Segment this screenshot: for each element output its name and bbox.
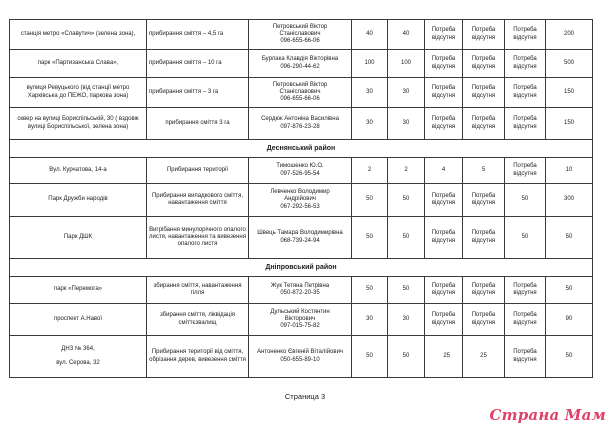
value-cell: 50: [352, 336, 388, 378]
value-cell: 5: [463, 158, 505, 184]
value-cell: 30: [388, 304, 425, 336]
volunteer-table: [9, 19, 593, 378]
table-row: [10, 158, 593, 184]
contact-cell: Антоненко Євгеній Віталійович 050-655-89-10: [249, 336, 352, 378]
value-cell: 10: [546, 158, 593, 184]
location-cell: парк «Партизанська Слава»,: [10, 50, 147, 78]
work-cell: Прибирання випадкового сміття, навантаження сміття: [147, 184, 249, 217]
contact-cell: Петровський Віктор Станіславович 096-655-66-06: [249, 20, 352, 50]
value-cell: 2: [388, 158, 425, 184]
value-cell: Потреба відсутня: [463, 217, 505, 259]
work-cell: збирання сміття, навантаження гілля: [147, 277, 249, 304]
contact-cell: Жук Тетяна Петрівна 050-872-20-35: [249, 277, 352, 304]
value-cell: 50: [352, 217, 388, 259]
value-cell: Потреба відсутня: [463, 184, 505, 217]
value-cell: 40: [352, 20, 388, 50]
work-cell: Вигрібання минулорічного опалого листя, навантаження та вивезення опалого листя: [147, 217, 249, 259]
table-row: [10, 50, 593, 78]
value-cell: 30: [352, 78, 388, 108]
value-cell: Потреба відсутня: [425, 108, 463, 140]
location-cell: сквер на вулиці Бориспільській, 30 ( вздовж вулиці Бориспільської, зелена зона): [10, 108, 147, 140]
value-cell: Потреба відсутня: [463, 108, 505, 140]
value-cell: Потреба відсутня: [505, 20, 546, 50]
value-cell: 500: [546, 50, 593, 78]
location-cell: Парк ДШК: [10, 217, 147, 259]
value-cell: Потреба відсутня: [505, 108, 546, 140]
watermark-logo: Страна Мам: [489, 406, 606, 424]
value-cell: 100: [388, 50, 425, 78]
value-cell: Потреба відсутня: [505, 50, 546, 78]
value-cell: 50: [388, 336, 425, 378]
value-cell: 100: [352, 50, 388, 78]
work-cell: прибирання сміття – 4,5 га: [147, 20, 249, 50]
table-row: [10, 277, 593, 304]
contact-cell: Бурлака Клавдія Вікторівна 096-290-44-62: [249, 50, 352, 78]
value-cell: 4: [425, 158, 463, 184]
work-cell: збирання сміття, ліквідація сміттєзвалищ: [147, 304, 249, 336]
value-cell: 300: [546, 184, 593, 217]
location-cell: Вул. Курчатова, 14-а: [10, 158, 147, 184]
value-cell: 200: [546, 20, 593, 50]
contact-cell: Швець Тамара Володимирівна 068-739-24-94: [249, 217, 352, 259]
value-cell: 30: [352, 304, 388, 336]
section-title-dniprovskyi: Дніпровський район: [10, 259, 593, 277]
location-cell: проспект А.Навої: [10, 304, 147, 336]
value-cell: 25: [463, 336, 505, 378]
value-cell: 2: [352, 158, 388, 184]
work-cell: прибирання сміття 3 га: [147, 108, 249, 140]
value-cell: Потреба відсутня: [463, 304, 505, 336]
value-cell: Потреба відсутня: [463, 277, 505, 304]
table-row: [10, 184, 593, 217]
value-cell: 50: [546, 336, 593, 378]
value-cell: Потреба відсутня: [425, 50, 463, 78]
value-cell: 90: [546, 304, 593, 336]
table-row: [10, 304, 593, 336]
value-cell: 25: [425, 336, 463, 378]
value-cell: Потреба відсутня: [463, 78, 505, 108]
table-row: [10, 108, 593, 140]
work-cell: прибирання сміття – 10 га: [147, 50, 249, 78]
value-cell: Потреба відсутня: [463, 20, 505, 50]
value-cell: Потреба відсутня: [425, 184, 463, 217]
value-cell: Потреба відсутня: [505, 336, 546, 378]
contact-cell: Дульський Костянтин Вікторович 097-015-75-82: [249, 304, 352, 336]
section-header: [10, 259, 593, 277]
value-cell: Потреба відсутня: [425, 277, 463, 304]
contact-cell: Сердюк Антоніна Василівна 097-876-23-28: [249, 108, 352, 140]
location-cell: ДНЗ № 364, вул. Серова, 32: [10, 336, 147, 378]
value-cell: 40: [388, 20, 425, 50]
location-cell: Парк Дружби народів: [10, 184, 147, 217]
value-cell: 50: [352, 184, 388, 217]
table-row: [10, 20, 593, 50]
work-cell: Прибирання території: [147, 158, 249, 184]
value-cell: Потреба відсутня: [425, 304, 463, 336]
value-cell: 50: [352, 277, 388, 304]
value-cell: 150: [546, 108, 593, 140]
value-cell: 50: [388, 217, 425, 259]
value-cell: Потреба відсутня: [505, 277, 546, 304]
value-cell: Потреба відсутня: [505, 78, 546, 108]
location-cell: вулиця Ревуцького (від станції метро Харківська до ПЕЖО, паркова зона): [10, 78, 147, 108]
value-cell: 30: [388, 108, 425, 140]
value-cell: 50: [388, 277, 425, 304]
work-cell: Прибирання території від сміття, обрізання дерев, вивезення сміття: [147, 336, 249, 378]
value-cell: 50: [546, 277, 593, 304]
value-cell: 30: [352, 108, 388, 140]
table-row: [10, 78, 593, 108]
value-cell: 50: [505, 217, 546, 259]
location-cell: парк «Перемога»: [10, 277, 147, 304]
value-cell: Потреба відсутня: [425, 20, 463, 50]
location-cell: станція метро «Славутич» (зелена зона),: [10, 20, 147, 50]
value-cell: 30: [388, 78, 425, 108]
value-cell: 50: [505, 184, 546, 217]
page-number: Страница 3: [284, 392, 326, 401]
contact-cell: Петровський Віктор Станіславович 096-655-66-06: [249, 78, 352, 108]
value-cell: 150: [546, 78, 593, 108]
section-header: [10, 140, 593, 158]
value-cell: Потреба відсутня: [505, 158, 546, 184]
contact-cell: Левченко Володимир Андрійович 067-292-56-53: [249, 184, 352, 217]
table-row: [10, 217, 593, 259]
table-row: [10, 336, 593, 378]
value-cell: Потреба відсутня: [505, 304, 546, 336]
value-cell: Потреба відсутня: [425, 78, 463, 108]
value-cell: Потреба відсутня: [463, 50, 505, 78]
value-cell: Потреба відсутня: [425, 217, 463, 259]
section-title-desnianskyi: Деснянський район: [10, 140, 593, 158]
work-cell: прибирання сміття – 3 га: [147, 78, 249, 108]
contact-cell: Тимошенко Ю.О. 097-526-95-54: [249, 158, 352, 184]
value-cell: 50: [388, 184, 425, 217]
value-cell: 50: [546, 217, 593, 259]
